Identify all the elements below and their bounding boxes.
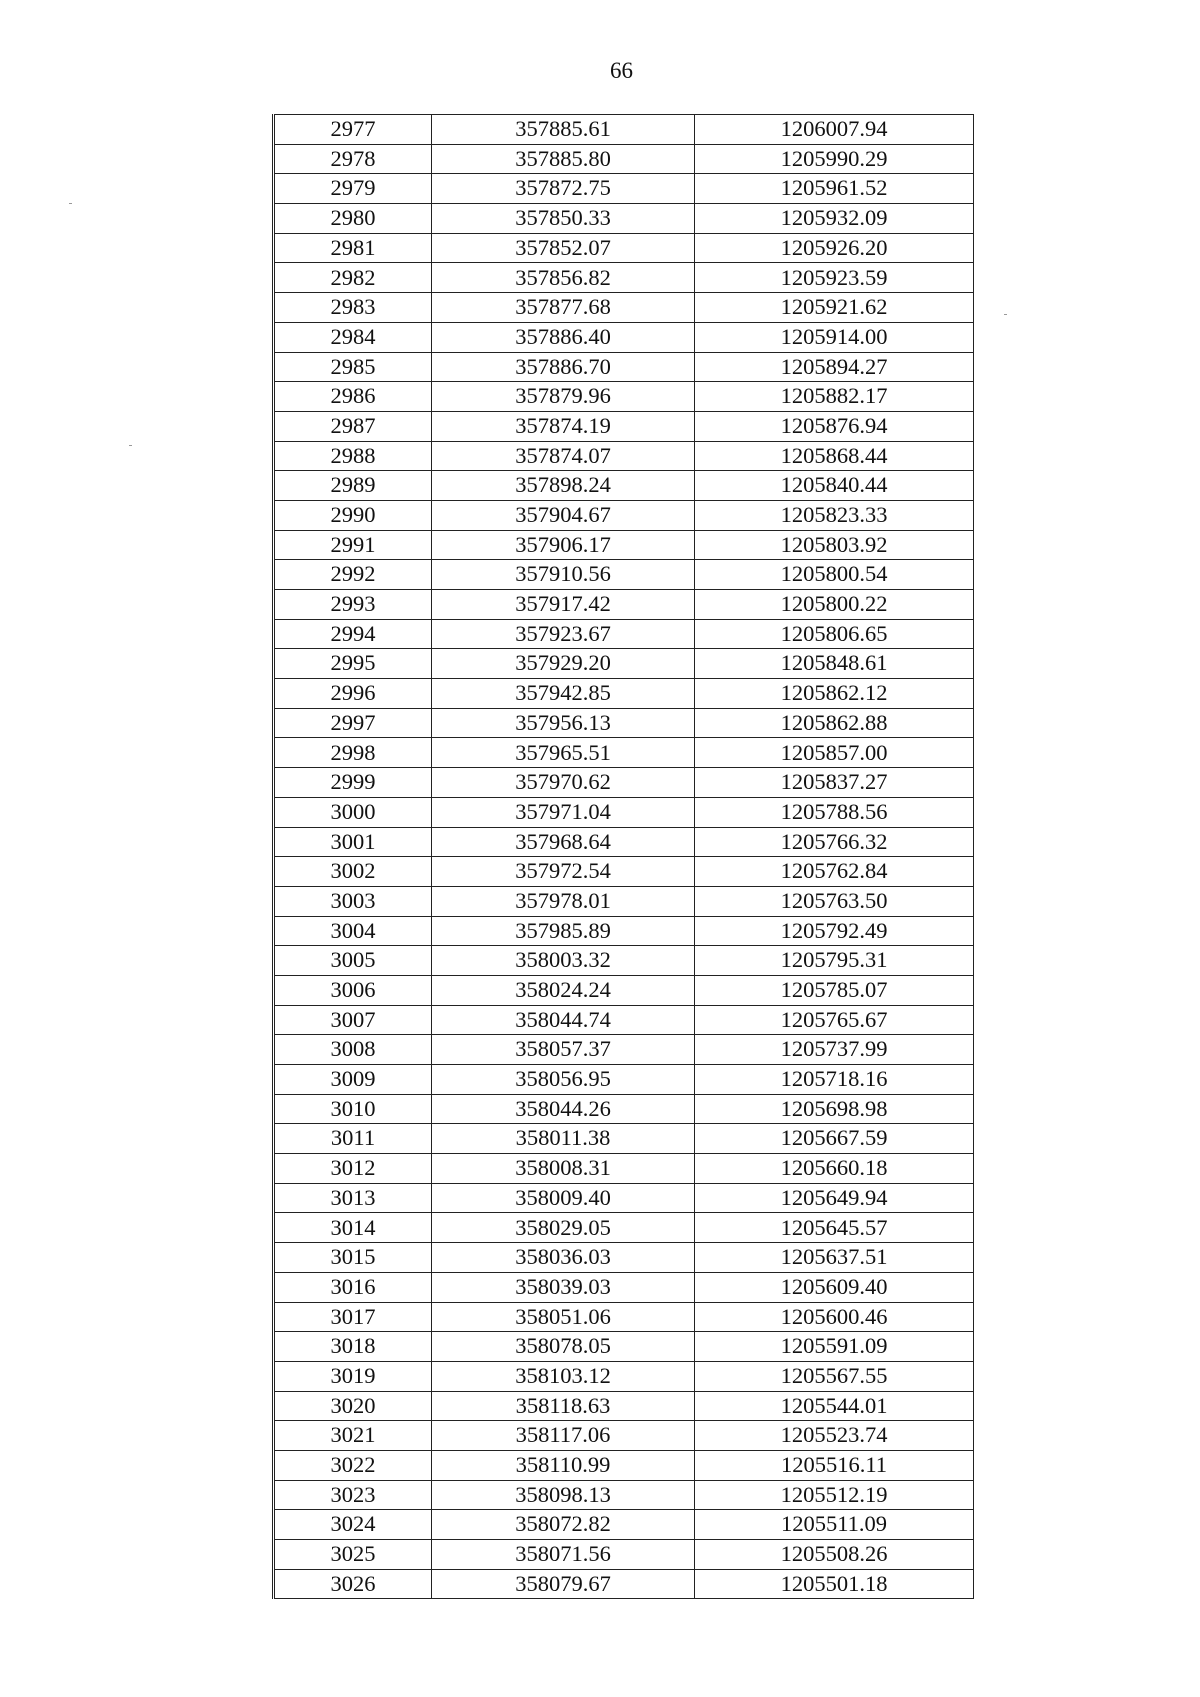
y-coordinate-cell: 1205698.98 <box>695 1094 974 1124</box>
table-row <box>274 1302 974 1332</box>
point-number-cell: 3024 <box>274 1510 432 1540</box>
y-coordinate-cell: 1205792.49 <box>695 916 974 946</box>
point-number-cell: 3000 <box>274 797 432 827</box>
x-coordinate-cell: 358036.03 <box>432 1243 695 1273</box>
point-number-cell: 3009 <box>274 1065 432 1095</box>
x-coordinate-cell: 357985.89 <box>432 916 695 946</box>
point-number-cell: 2979 <box>274 174 432 204</box>
table-row <box>274 115 974 145</box>
table-row <box>274 530 974 560</box>
point-number-cell: 3011 <box>274 1124 432 1154</box>
x-coordinate-cell: 358044.74 <box>432 1005 695 1035</box>
y-coordinate-cell: 1205961.52 <box>695 174 974 204</box>
y-coordinate-cell: 1206007.94 <box>695 115 974 145</box>
x-coordinate-cell: 358072.82 <box>432 1510 695 1540</box>
table-row <box>274 1361 974 1391</box>
table-row <box>274 1421 974 1451</box>
point-number-cell: 2983 <box>274 293 432 323</box>
point-number-cell: 3008 <box>274 1035 432 1065</box>
point-number-cell: 3013 <box>274 1183 432 1213</box>
table-row <box>274 590 974 620</box>
y-coordinate-cell: 1205840.44 <box>695 471 974 501</box>
table-row <box>274 1332 974 1362</box>
point-number-cell: 2986 <box>274 382 432 412</box>
y-coordinate-cell: 1205523.74 <box>695 1421 974 1451</box>
table-row <box>274 500 974 530</box>
table-row <box>274 975 974 1005</box>
scan-speck <box>129 445 132 446</box>
y-coordinate-cell: 1205667.59 <box>695 1124 974 1154</box>
x-coordinate-cell: 357877.68 <box>432 293 695 323</box>
y-coordinate-cell: 1205512.19 <box>695 1480 974 1510</box>
table-row <box>274 619 974 649</box>
point-number-cell: 2995 <box>274 649 432 679</box>
point-number-cell: 3003 <box>274 886 432 916</box>
table-row <box>274 144 974 174</box>
table-row <box>274 768 974 798</box>
y-coordinate-cell: 1205795.31 <box>695 946 974 976</box>
x-coordinate-cell: 358056.95 <box>432 1065 695 1095</box>
point-number-cell: 2977 <box>274 115 432 145</box>
y-coordinate-cell: 1205800.22 <box>695 590 974 620</box>
table-row <box>274 1154 974 1184</box>
table-row <box>274 916 974 946</box>
table-row <box>274 1510 974 1540</box>
point-number-cell: 3015 <box>274 1243 432 1273</box>
x-coordinate-cell: 358057.37 <box>432 1035 695 1065</box>
x-coordinate-cell: 357965.51 <box>432 738 695 768</box>
x-coordinate-cell: 357886.40 <box>432 322 695 352</box>
point-number-cell: 3018 <box>274 1332 432 1362</box>
y-coordinate-cell: 1205806.65 <box>695 619 974 649</box>
table-row <box>274 233 974 263</box>
x-coordinate-cell: 357942.85 <box>432 679 695 709</box>
table-row <box>274 946 974 976</box>
table-row <box>274 1569 974 1599</box>
x-coordinate-cell: 358044.26 <box>432 1094 695 1124</box>
x-coordinate-cell: 357968.64 <box>432 827 695 857</box>
x-coordinate-cell: 357910.56 <box>432 560 695 590</box>
y-coordinate-cell: 1205762.84 <box>695 857 974 887</box>
y-coordinate-cell: 1205766.32 <box>695 827 974 857</box>
x-coordinate-cell: 358008.31 <box>432 1154 695 1184</box>
table-row <box>274 1391 974 1421</box>
y-coordinate-cell: 1205591.09 <box>695 1332 974 1362</box>
x-coordinate-cell: 358078.05 <box>432 1332 695 1362</box>
point-number-cell: 3023 <box>274 1480 432 1510</box>
y-coordinate-cell: 1205765.67 <box>695 1005 974 1035</box>
table-row <box>274 174 974 204</box>
table-row <box>274 1450 974 1480</box>
y-coordinate-cell: 1205737.99 <box>695 1035 974 1065</box>
y-coordinate-cell: 1205926.20 <box>695 233 974 263</box>
y-coordinate-cell: 1205718.16 <box>695 1065 974 1095</box>
y-coordinate-cell: 1205803.92 <box>695 530 974 560</box>
table-row <box>274 1243 974 1273</box>
point-number-cell: 2998 <box>274 738 432 768</box>
point-number-cell: 3010 <box>274 1094 432 1124</box>
point-number-cell: 3026 <box>274 1569 432 1599</box>
point-number-cell: 2990 <box>274 500 432 530</box>
y-coordinate-cell: 1205501.18 <box>695 1569 974 1599</box>
y-coordinate-cell: 1205862.12 <box>695 679 974 709</box>
table-row <box>274 441 974 471</box>
x-coordinate-cell: 357929.20 <box>432 649 695 679</box>
x-coordinate-cell: 357978.01 <box>432 886 695 916</box>
y-coordinate-cell: 1205609.40 <box>695 1272 974 1302</box>
table-row <box>274 382 974 412</box>
x-coordinate-cell: 358079.67 <box>432 1569 695 1599</box>
y-coordinate-cell: 1205932.09 <box>695 204 974 234</box>
table-row <box>274 797 974 827</box>
y-coordinate-cell: 1205921.62 <box>695 293 974 323</box>
point-number-cell: 3020 <box>274 1391 432 1421</box>
table-row <box>274 708 974 738</box>
table-row <box>274 411 974 441</box>
x-coordinate-cell: 357850.33 <box>432 204 695 234</box>
x-coordinate-cell: 357956.13 <box>432 708 695 738</box>
y-coordinate-cell: 1205649.94 <box>695 1183 974 1213</box>
scan-speck <box>1004 314 1007 315</box>
table-row <box>274 1540 974 1570</box>
point-number-cell: 3022 <box>274 1450 432 1480</box>
x-coordinate-cell: 357886.70 <box>432 352 695 382</box>
x-coordinate-cell: 358029.05 <box>432 1213 695 1243</box>
point-number-cell: 2987 <box>274 411 432 441</box>
x-coordinate-cell: 357917.42 <box>432 590 695 620</box>
table-row <box>274 1065 974 1095</box>
x-coordinate-cell: 357923.67 <box>432 619 695 649</box>
y-coordinate-cell: 1205763.50 <box>695 886 974 916</box>
point-number-cell: 3025 <box>274 1540 432 1570</box>
table-row <box>274 857 974 887</box>
x-coordinate-cell: 358117.06 <box>432 1421 695 1451</box>
y-coordinate-cell: 1205868.44 <box>695 441 974 471</box>
table-row <box>274 1005 974 1035</box>
table-row <box>274 649 974 679</box>
y-coordinate-cell: 1205837.27 <box>695 768 974 798</box>
table-row <box>274 827 974 857</box>
point-number-cell: 3016 <box>274 1272 432 1302</box>
x-coordinate-cell: 358118.63 <box>432 1391 695 1421</box>
point-number-cell: 2994 <box>274 619 432 649</box>
table-row <box>274 1480 974 1510</box>
point-number-cell: 2981 <box>274 233 432 263</box>
y-coordinate-cell: 1205544.01 <box>695 1391 974 1421</box>
table-row <box>274 1213 974 1243</box>
table-row <box>274 204 974 234</box>
x-coordinate-cell: 357970.62 <box>432 768 695 798</box>
x-coordinate-cell: 357879.96 <box>432 382 695 412</box>
table-row <box>274 263 974 293</box>
x-coordinate-cell: 357904.67 <box>432 500 695 530</box>
x-coordinate-cell: 357874.07 <box>432 441 695 471</box>
x-coordinate-cell: 357856.82 <box>432 263 695 293</box>
y-coordinate-cell: 1205848.61 <box>695 649 974 679</box>
point-number-cell: 2982 <box>274 263 432 293</box>
table-row <box>274 679 974 709</box>
x-coordinate-cell: 357906.17 <box>432 530 695 560</box>
x-coordinate-cell: 358051.06 <box>432 1302 695 1332</box>
y-coordinate-cell: 1205567.55 <box>695 1361 974 1391</box>
x-coordinate-cell: 357852.07 <box>432 233 695 263</box>
y-coordinate-cell: 1205637.51 <box>695 1243 974 1273</box>
point-number-cell: 3004 <box>274 916 432 946</box>
y-coordinate-cell: 1205882.17 <box>695 382 974 412</box>
scan-speck <box>69 203 72 204</box>
y-coordinate-cell: 1205600.46 <box>695 1302 974 1332</box>
y-coordinate-cell: 1205785.07 <box>695 975 974 1005</box>
point-number-cell: 3021 <box>274 1421 432 1451</box>
y-coordinate-cell: 1205516.11 <box>695 1450 974 1480</box>
x-coordinate-cell: 358071.56 <box>432 1540 695 1570</box>
x-coordinate-cell: 358011.38 <box>432 1124 695 1154</box>
x-coordinate-cell: 358003.32 <box>432 946 695 976</box>
y-coordinate-cell: 1205990.29 <box>695 144 974 174</box>
point-number-cell: 2985 <box>274 352 432 382</box>
x-coordinate-cell: 358110.99 <box>432 1450 695 1480</box>
point-number-cell: 3007 <box>274 1005 432 1035</box>
point-number-cell: 3012 <box>274 1154 432 1184</box>
x-coordinate-cell: 358098.13 <box>432 1480 695 1510</box>
table-row <box>274 1094 974 1124</box>
x-coordinate-cell: 357885.61 <box>432 115 695 145</box>
table-row <box>274 886 974 916</box>
point-number-cell: 2988 <box>274 441 432 471</box>
point-number-cell: 2991 <box>274 530 432 560</box>
point-number-cell: 2984 <box>274 322 432 352</box>
y-coordinate-cell: 1205823.33 <box>695 500 974 530</box>
point-number-cell: 2996 <box>274 679 432 709</box>
y-coordinate-cell: 1205857.00 <box>695 738 974 768</box>
x-coordinate-cell: 358103.12 <box>432 1361 695 1391</box>
y-coordinate-cell: 1205660.18 <box>695 1154 974 1184</box>
x-coordinate-cell: 358009.40 <box>432 1183 695 1213</box>
point-number-cell: 2992 <box>274 560 432 590</box>
point-number-cell: 2997 <box>274 708 432 738</box>
table-row <box>274 738 974 768</box>
x-coordinate-cell: 358039.03 <box>432 1272 695 1302</box>
point-number-cell: 3001 <box>274 827 432 857</box>
point-number-cell: 2993 <box>274 590 432 620</box>
point-number-cell: 3002 <box>274 857 432 887</box>
y-coordinate-cell: 1205914.00 <box>695 322 974 352</box>
coordinates-table-body <box>274 115 974 1599</box>
x-coordinate-cell: 358024.24 <box>432 975 695 1005</box>
y-coordinate-cell: 1205894.27 <box>695 352 974 382</box>
page-number: 66 <box>610 58 633 83</box>
y-coordinate-cell: 1205645.57 <box>695 1213 974 1243</box>
table-row <box>274 352 974 382</box>
x-coordinate-cell: 357872.75 <box>432 174 695 204</box>
table-row <box>274 1035 974 1065</box>
point-number-cell: 3019 <box>274 1361 432 1391</box>
y-coordinate-cell: 1205508.26 <box>695 1540 974 1570</box>
x-coordinate-cell: 357874.19 <box>432 411 695 441</box>
point-number-cell: 3005 <box>274 946 432 976</box>
x-coordinate-cell: 357885.80 <box>432 144 695 174</box>
x-coordinate-cell: 357971.04 <box>432 797 695 827</box>
x-coordinate-cell: 357972.54 <box>432 857 695 887</box>
point-number-cell: 2978 <box>274 144 432 174</box>
y-coordinate-cell: 1205923.59 <box>695 263 974 293</box>
y-coordinate-cell: 1205862.88 <box>695 708 974 738</box>
table-row <box>274 1124 974 1154</box>
point-number-cell: 3014 <box>274 1213 432 1243</box>
x-coordinate-cell: 357898.24 <box>432 471 695 501</box>
table-row <box>274 1183 974 1213</box>
table-row <box>274 293 974 323</box>
point-number-cell: 2989 <box>274 471 432 501</box>
point-number-cell: 3017 <box>274 1302 432 1332</box>
table-row <box>274 471 974 501</box>
coordinates-table <box>272 114 974 1599</box>
point-number-cell: 3006 <box>274 975 432 1005</box>
point-number-cell: 2999 <box>274 768 432 798</box>
y-coordinate-cell: 1205800.54 <box>695 560 974 590</box>
table-row <box>274 560 974 590</box>
table-row <box>274 322 974 352</box>
table-row <box>274 1272 974 1302</box>
y-coordinate-cell: 1205511.09 <box>695 1510 974 1540</box>
y-coordinate-cell: 1205788.56 <box>695 797 974 827</box>
point-number-cell: 2980 <box>274 204 432 234</box>
y-coordinate-cell: 1205876.94 <box>695 411 974 441</box>
